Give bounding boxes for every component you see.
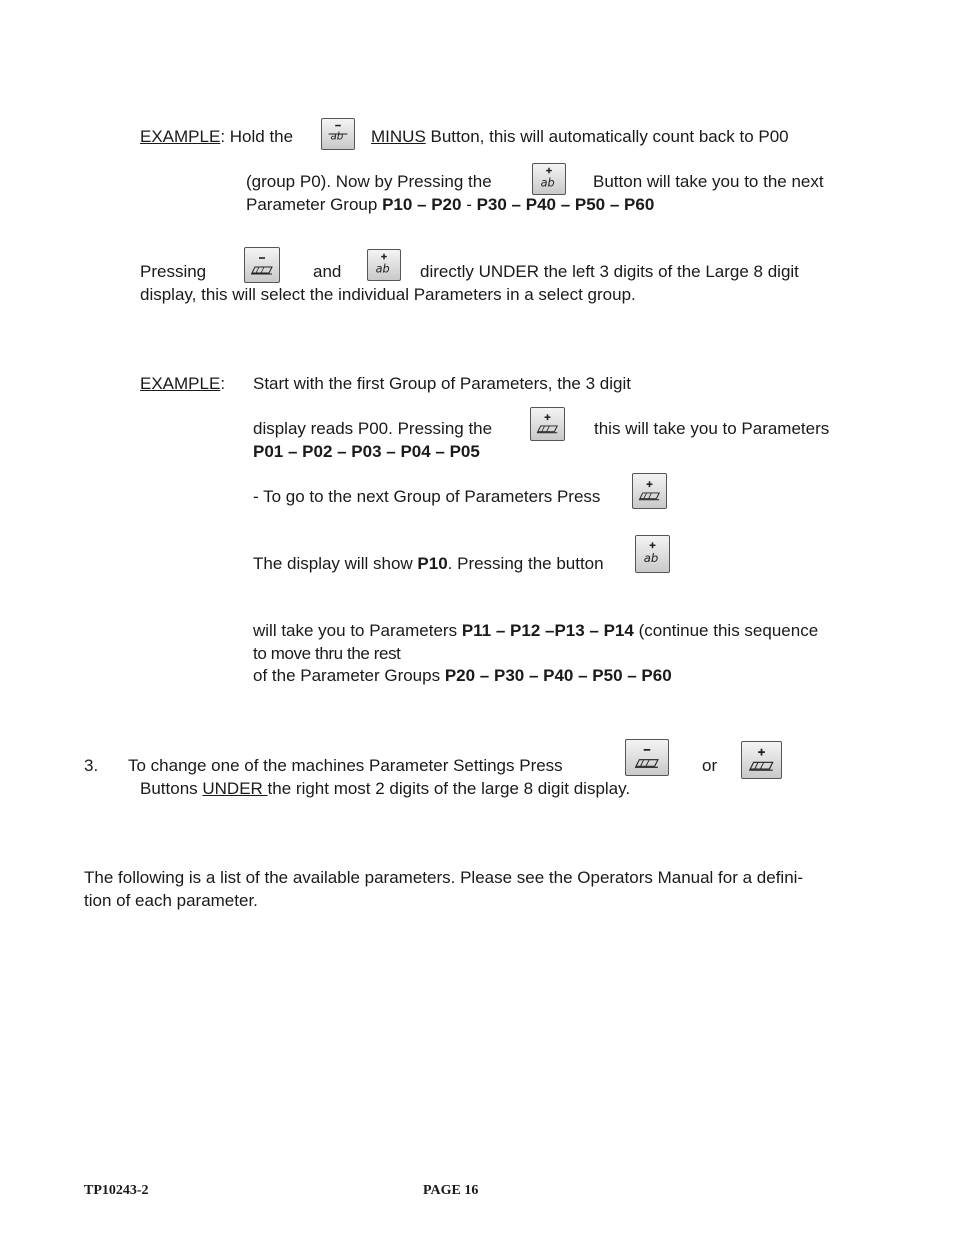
groups-a: P10 – P20 — [382, 195, 462, 214]
parameters-list-intro-cont: tion of each parameter. — [84, 891, 258, 910]
pressing-button-text: . Pressing the button — [447, 554, 604, 573]
footer-page-number: PAGE 16 — [423, 1183, 479, 1198]
example-label: EXAMPLE — [140, 374, 221, 393]
param-group-label: Parameter Group — [246, 195, 383, 214]
minus-rect-button-icon — [244, 247, 280, 283]
and-text: and — [313, 262, 342, 281]
example-line-1 — [140, 127, 293, 147]
example-line-2 — [140, 374, 225, 394]
button-take-text: Button will take you to the next — [593, 172, 824, 191]
will-take-text: will take you to Parameters — [253, 621, 462, 640]
of-groups-text: of the Parameter Groups — [253, 666, 445, 685]
groups-dash: - — [461, 195, 477, 214]
group-p0-text: (group P0). Now by Pressing the — [246, 172, 492, 191]
footer-doc-id: TP10243-2 — [84, 1183, 149, 1198]
buttons-under-line — [140, 779, 630, 799]
plus-ab-button-icon — [635, 535, 670, 573]
under-text: UNDER — [202, 779, 268, 798]
minus-line — [371, 127, 789, 147]
plus-rect-button-icon — [741, 741, 782, 779]
groups-p20-p60: P20 – P30 – P40 – P50 – P60 — [444, 666, 672, 685]
directly-under-text: directly UNDER the left 3 digits of the Large 8 digit — [420, 262, 799, 281]
p11-p14-text: P11 – P12 –P13 – P14 — [461, 621, 634, 640]
item-number: 3. — [84, 756, 99, 775]
plus-ab-button-icon — [532, 163, 566, 195]
or-text: or — [702, 756, 718, 775]
minus-ab-button-icon — [321, 118, 355, 150]
right-most-text: the right most 2 digits of the large 8 digit display. — [267, 779, 631, 798]
change-text: To change one of the machines Parameter Settings Press — [128, 756, 563, 775]
count-back-text: Button, this will automatically count back to P00 — [425, 127, 789, 146]
minus-rect-button-icon — [625, 739, 669, 776]
display-select-text: display, this will select the individual Parameters in a select group. — [140, 285, 636, 304]
plus-rect-button-icon — [530, 407, 565, 441]
parameters-list-intro: The following is a list of the available parameters. Please see the Operators Manual for a defini- — [84, 868, 804, 887]
of-groups-line — [253, 666, 672, 686]
take-params-text: this will take you to Parameters — [594, 419, 830, 438]
move-thru-text: to move thru the rest — [253, 644, 401, 663]
display-reads-text: display reads P00. Pressing the — [253, 419, 493, 438]
p10-text: P10 — [417, 554, 448, 573]
display-show-text: The display will show — [253, 554, 418, 573]
start-text: Start with the first Group of Parameters, the 3 digit — [253, 374, 631, 393]
hold-text: : Hold the — [220, 127, 294, 146]
example-label: EXAMPLE — [140, 127, 221, 146]
will-take-line — [253, 621, 818, 641]
pressing-text: Pressing — [140, 262, 207, 281]
minus-word: MINUS — [371, 127, 426, 146]
params-p01-p05: P01 – P02 – P03 – P04 – P05 — [253, 442, 480, 461]
buttons-text: Buttons — [140, 779, 203, 798]
display-show-line — [253, 554, 604, 574]
plus-ab-button-icon — [367, 249, 401, 281]
continue-text: (continue this sequence — [633, 621, 819, 640]
example-colon: : — [220, 374, 226, 393]
parameter-group-line — [246, 195, 654, 215]
groups-b: P30 – P40 – P50 – P60 — [476, 195, 655, 214]
plus-rect-button-icon — [632, 473, 667, 509]
next-group-text: - To go to the next Group of Parameters Press — [253, 487, 601, 506]
